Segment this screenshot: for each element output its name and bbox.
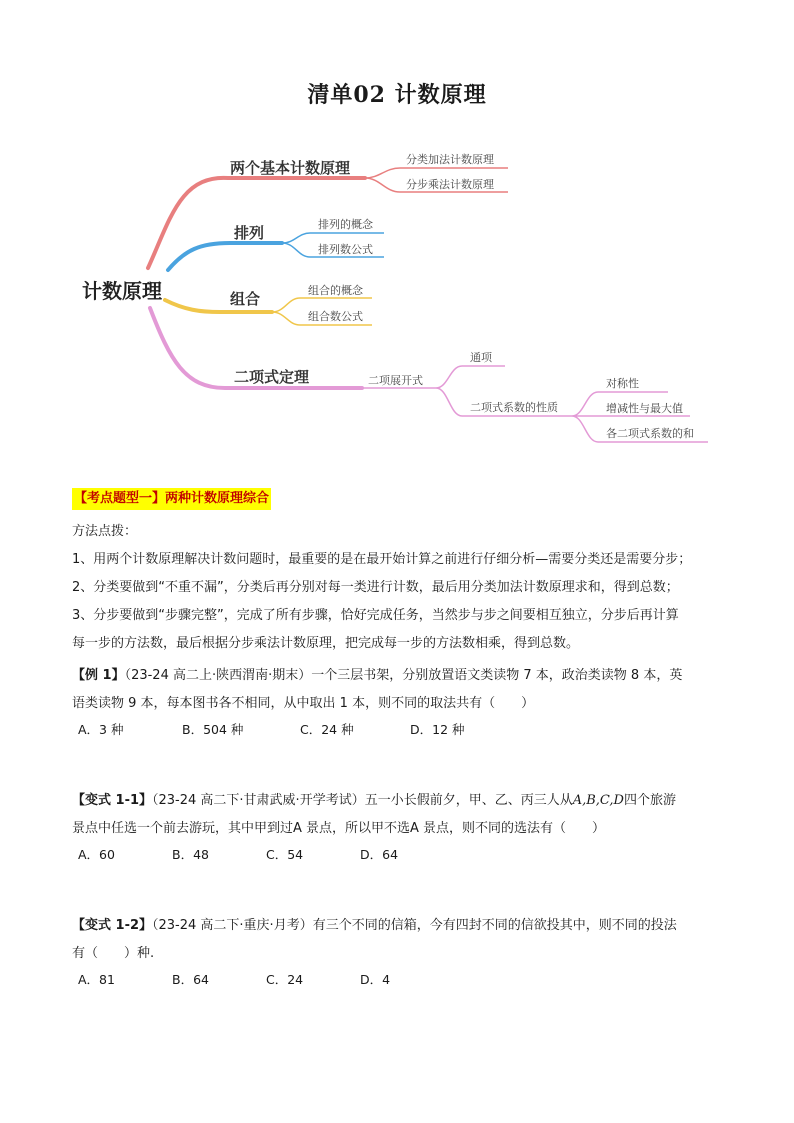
method-point-3: 3、分步要做到“步骤完整”，完成了所有步骤，恰好完成任务，当然步与步之间要相互独立，分步后再计算 [72, 608, 679, 623]
example-1-line-1 [72, 664, 682, 683]
variant-1-1-math: A,B,C,D [572, 793, 624, 808]
variant-1-2-line-1 [72, 914, 677, 933]
mindmap-root: 计数原理 [82, 279, 162, 303]
example-1-line-2: 语类读物 9 本，每本图书各不相同，从中取出 1 本，则不同的取法共有（ ） [72, 696, 535, 711]
variant-1-2-choice-c: C．24 [266, 972, 304, 987]
branch-3-child-1: 组合的概念 [308, 284, 363, 297]
example-1-choice-b: B．504 种 [182, 722, 244, 737]
variant-1-2-text-1: （23-24 高二下·重庆·月考）有三个不同的信箱，今有四封不同的信欲投其中，则不同的投法 [152, 918, 677, 933]
variant-1-2-choices [78, 970, 390, 988]
section-heading: 【考点题型一】两种计数原理综合 [72, 488, 271, 510]
variant-1-1-line-2: 景点中任选一个前去游玩，其中甲到过A 景点，所以甲不选A 景点，则不同的选法有（ ） [72, 821, 606, 836]
mind-map [0, 130, 794, 460]
variant-1-1-choice-a: A．60 [78, 847, 115, 862]
variant-1-1-text-1b: 四个旅游 [623, 793, 676, 808]
variant-1-2-tag: 【变式 1-2】 [72, 918, 153, 933]
branch-3-child-2: 组合数公式 [308, 310, 363, 323]
branch-4-grandchild-1: 通项 [470, 351, 492, 364]
branch-4-greatgrandchild-2: 增减性与最大值 [606, 402, 683, 415]
branch-4-greatgrandchild-1: 对称性 [606, 377, 639, 390]
variant-1-1-choice-d: D．64 [360, 847, 399, 862]
branch-1-child-1: 分类加法计数原理 [406, 153, 494, 166]
example-1-choice-a: A．3 种 [78, 722, 124, 737]
example-1-text-1: （23-24 高二上·陕西渭南·期末）一个三层书架，分别放置语文类读物 7 本，政治类读物 8 本，英 [124, 668, 683, 683]
branch-2-child-2: 排列数公式 [318, 243, 373, 256]
variant-1-1-tag: 【变式 1-1】 [72, 793, 153, 808]
variant-1-1-choice-c: C．54 [266, 847, 304, 862]
method-point-2: 2、分类要做到“不重不漏”，分类后再分别对每一类进行计数，最后用分类加法计数原理求和，得到总数； [72, 580, 679, 595]
page-title: 清单02 计数原理 [307, 82, 487, 108]
branch-4-label: 二项式定理 [234, 368, 310, 386]
variant-1-2-choice-d: D．4 [360, 972, 391, 987]
method-point-1: 1、用两个计数原理解决计数问题时，最重要的是在最开始计算之前进行仔细分析—需要分类还是需要分步； [72, 552, 692, 567]
variant-1-1-choices [78, 845, 398, 863]
branch-4-child: 二项展开式 [368, 374, 423, 387]
method-title: 方法点拨： [72, 524, 138, 539]
branch-2-connector [168, 243, 282, 270]
branch-1-child-2: 分步乘法计数原理 [406, 178, 494, 191]
example-1-tag: 【例 1】 [72, 668, 125, 683]
branch-2-label: 排列 [234, 224, 265, 242]
example-1-choices [78, 720, 465, 738]
variant-1-1-text-1a: （23-24 高二下·甘肃武威·开学考试）五一小长假前夕，甲、乙、丙三人从 [152, 793, 573, 808]
variant-1-1-line-1 [72, 789, 676, 808]
branch-4-greatgrandchild-3: 各二项式系数的和 [606, 427, 694, 440]
method-point-3-cont: 每一步的方法数，最后根据分步乘法计数原理，把完成每一步的方法数相乘，得到总数。 [72, 636, 580, 651]
variant-1-2-choice-a: A．81 [78, 972, 115, 987]
variant-1-2-choice-b: B．64 [172, 972, 209, 987]
branch-3-label: 组合 [230, 290, 261, 308]
example-1-choice-d: D．12 种 [410, 722, 465, 737]
variant-1-1-choice-b: B．48 [172, 847, 209, 862]
variant-1-2-line-2: 有（ ）种. [72, 946, 155, 961]
branch-1-label: 两个基本计数原理 [230, 159, 351, 177]
example-1-choice-c: C．24 种 [300, 722, 354, 737]
branch-2-child-1: 排列的概念 [318, 218, 373, 231]
branch-4-grandchild-2: 二项式系数的性质 [470, 401, 558, 414]
